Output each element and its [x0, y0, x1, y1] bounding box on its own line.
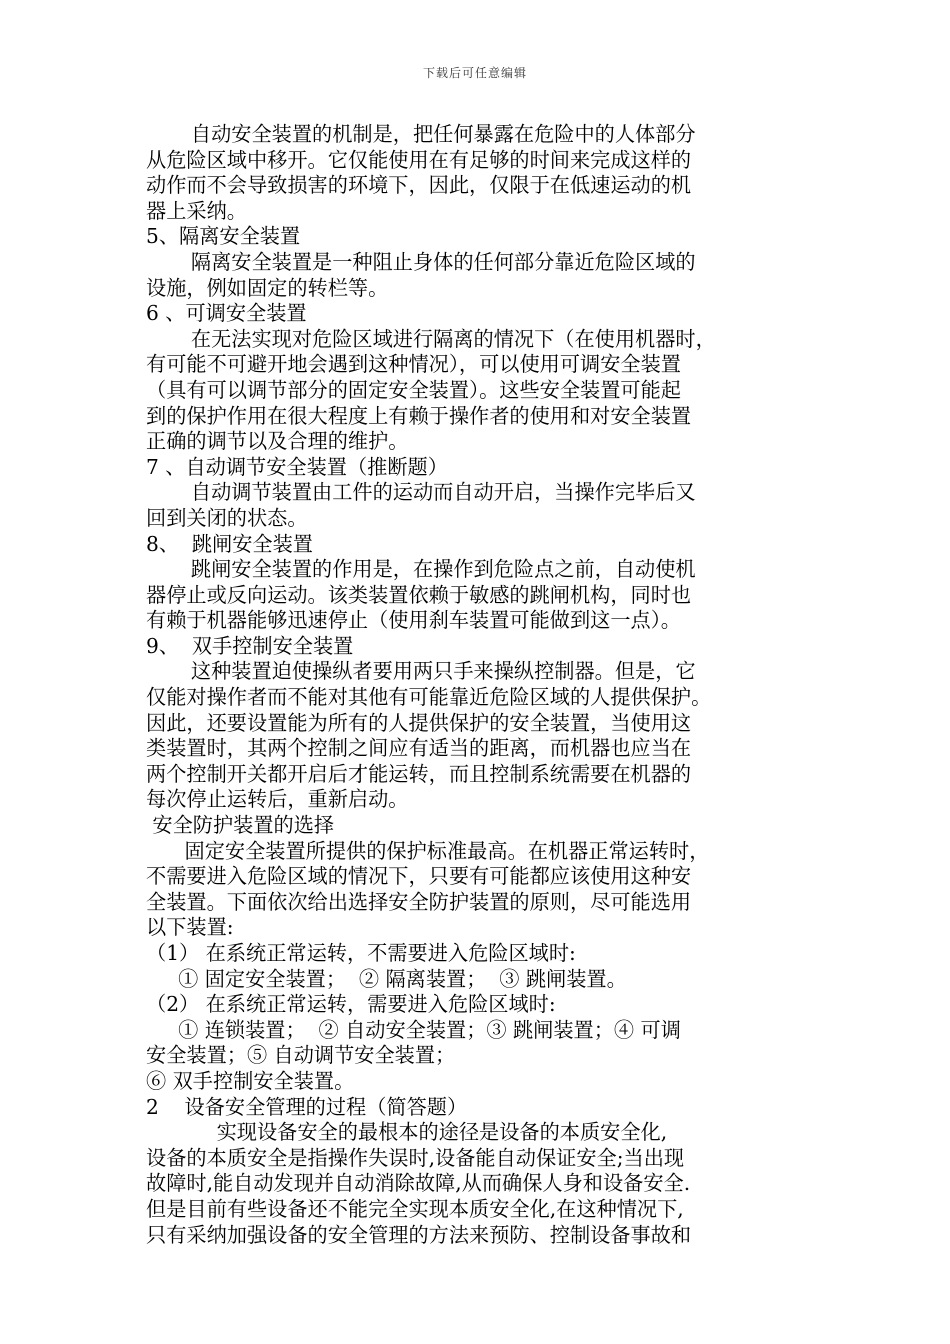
- list-item: ① 连锁装置； ② 自动安全装置；③ 跳闸装置；④ 可调: [146, 1017, 681, 1042]
- text-line: 跳闸安全装置的作用是，在操作到危险点之前，自动使机: [146, 557, 696, 582]
- text-line: 正确的调节以及合理的维护。: [146, 429, 409, 454]
- text-line: 固定安全装置所提供的保护标准最高。在机器正常运转时，: [146, 838, 710, 863]
- section-heading: 7 、自动调节安全装置（推断题）: [146, 454, 448, 479]
- text-line: 设备的本质安全是指操作失误时,设备能自动保证安全;当出现: [146, 1145, 685, 1170]
- text-line: 有可能不可避开地会遇到这种情况），可以使用可调安全装置: [146, 352, 681, 377]
- page-header-note: 下载后可任意编辑: [422, 66, 527, 80]
- text-line: 设施，例如固定的转栏等。: [146, 275, 389, 300]
- text-line: 回到关闭的状态。: [146, 505, 308, 530]
- text-line: 动作而不会导致损害的环境下，因此，仅限于在低速运动的机: [146, 173, 692, 198]
- text-line: （具有可以调节部分的固定安全装置）。这些安全装置可能起: [146, 377, 681, 402]
- document-body: [146, 122, 806, 1248]
- text-line: 这种装置迫使操纵者要用两只手来操纵控制器。但是，它: [146, 659, 696, 684]
- section-heading: 9、 双手控制安全装置: [146, 633, 354, 658]
- text-line: 到的保护作用在很大程度上有赖于操作者的使用和对安全装置: [146, 403, 692, 428]
- text-line: 从危险区域中移开。它仅能使用在有足够的时间来完成这样的: [146, 147, 692, 172]
- text-line: 自动调节装置由工件的运动而自动开启，当操作完毕后又: [146, 480, 696, 505]
- text-line: 仅能对操作者而不能对其他有可能靠近危险区域的人提供保护。: [146, 685, 712, 710]
- text-line: 在无法实现对危险区域进行隔离的情况下（在使用机器时，: [146, 326, 716, 351]
- text-line: 器上采纳。: [146, 198, 247, 223]
- section-heading: 2 设备安全管理的过程（简答题）: [146, 1094, 468, 1119]
- text-line: 只有采纳加强设备的安全管理的方法来预防、控制设备事故和: [146, 1222, 692, 1247]
- text-line: 但是目前有些设备还不能完全实现本质安全化,在这种情况下,: [146, 1196, 684, 1221]
- section-heading: 8、 跳闸安全装置: [146, 531, 313, 556]
- list-item: （2） 在系统正常运转，需要进入危险区域时:: [146, 992, 556, 1017]
- text-line: 以下装置:: [146, 915, 234, 940]
- text-line: 有赖于机器能够迅速停止（使用刹车装置可能做到这一点）。: [146, 608, 681, 633]
- list-item: （1） 在系统正常运转，不需要进入危险区域时:: [146, 941, 576, 965]
- text-line: 每次停止运转后，重新启动。: [146, 787, 409, 812]
- section-heading: 安全防护装置的选择: [146, 813, 335, 838]
- section-heading: 5、隔离安全装置: [146, 224, 301, 249]
- text-line: 全装置。下面依次给出选择安全防护装置的原则，尽可能选用: [146, 889, 692, 914]
- list-item: ① 固定安全装置； ② 隔离装置； ③ 跳闸装置。: [146, 966, 627, 991]
- text-line: 实现设备安全的最根本的途径是设备的本质安全化,: [146, 1120, 668, 1145]
- text-line: 类装置时，其两个控制之间应有适当的距离，而机器也应当在: [146, 736, 692, 761]
- section-heading: 6 、可调安全装置: [146, 301, 307, 326]
- text-line: 两个控制开关都开启后才能运转，而且控制系统需要在机器的: [146, 761, 692, 786]
- list-item: 安全装置；⑤ 自动调节安全装置；: [146, 1043, 456, 1068]
- text-line: 器停止或反向运动。该类装置依赖于敏感的跳闸机构，同时也: [146, 582, 692, 607]
- text-line: 故障时,能自动发现并自动消除故障,从而确保人身和设备安全.: [146, 1171, 691, 1196]
- text-line: 隔离安全装置是一种阻止身体的任何部分靠近危险区域的: [146, 249, 696, 274]
- list-item: ⑥ 双手控制安全装置。: [146, 1068, 355, 1093]
- text-line: 不需要进入危险区域的情况下，只要有可能都应该使用这种安: [146, 864, 692, 889]
- text-line: 自动安全装置的机制是，把任何暴露在危险中的人体部分: [146, 122, 696, 146]
- text-line: 因此，还要设置能为所有的人提供保护的安全装置，当使用这: [146, 710, 692, 735]
